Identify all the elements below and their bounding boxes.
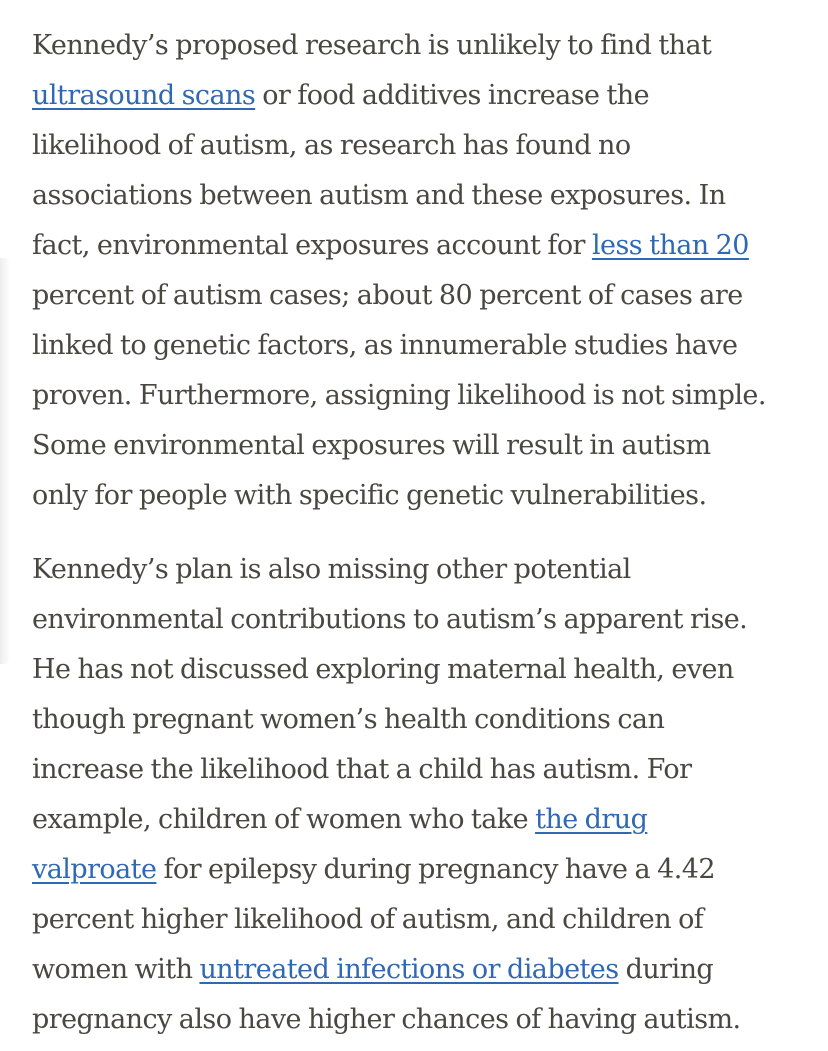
text-segment: women with — [32, 954, 200, 985]
text-segment: proven. Furthermore, assigning likelihood is not simple. — [32, 380, 766, 411]
article-body — [32, 21, 828, 1045]
link-untreated-infections-or-diabetes[interactable]: untreated infections or diabetes — [199, 954, 619, 985]
text-segment: Some environmental exposures will result in autism — [32, 430, 711, 461]
text-segment: example, children of women who take — [32, 804, 536, 835]
text-line — [32, 945, 828, 995]
text-segment: percent higher likelihood of autism, and children of — [32, 904, 704, 935]
text-segment: He has not discussed exploring maternal health, even — [32, 654, 734, 685]
text-segment: fact, environmental exposures account for — [32, 230, 592, 261]
text-segment: associations between autism and these exposures. In — [32, 180, 726, 211]
paragraph-1 — [32, 21, 828, 521]
text-segment: during — [618, 954, 714, 985]
text-segment: likelihood of autism, as research has found no — [32, 130, 631, 161]
text-line — [32, 371, 828, 421]
text-line — [32, 471, 828, 521]
text-segment: linked to genetic factors, as innumerable studies have — [32, 330, 738, 361]
text-line — [32, 271, 828, 321]
text-line — [32, 895, 828, 945]
link-the-drug-valproate-cont[interactable]: valproate — [32, 854, 157, 885]
text-segment: Kennedy’s plan is also missing other potential — [32, 554, 631, 585]
text-line — [32, 221, 828, 271]
text-segment: Kennedy’s proposed research is unlikely to find that — [32, 30, 712, 61]
text-segment: though pregnant women’s health conditions can — [32, 704, 665, 735]
text-segment: pregnancy also have higher chances of having autism. — [32, 1004, 741, 1035]
text-segment: only for people with specific genetic vulnerabilities. — [32, 480, 707, 511]
text-line — [32, 695, 828, 745]
link-ultrasound-scans[interactable]: ultrasound scans — [32, 80, 256, 111]
text-line — [32, 21, 828, 71]
text-line — [32, 845, 828, 895]
link-less-than-20[interactable]: less than 20 — [591, 230, 749, 261]
paragraph-2 — [32, 545, 828, 1045]
text-line — [32, 71, 828, 121]
text-segment: environmental contributions to autism’s apparent rise. — [32, 604, 748, 635]
text-line — [32, 121, 828, 171]
text-line — [32, 171, 828, 221]
text-line — [32, 545, 828, 595]
text-segment: for epilepsy during pregnancy have a 4.42 — [156, 854, 715, 885]
text-line — [32, 995, 828, 1045]
text-segment: increase the likelihood that a child has autism. For — [32, 754, 692, 785]
text-line — [32, 795, 828, 845]
text-line — [32, 421, 828, 471]
text-segment: percent of autism cases; about 80 percent of cases are — [32, 280, 743, 311]
text-line — [32, 595, 828, 645]
text-line — [32, 745, 828, 795]
text-line — [32, 321, 828, 371]
text-line — [32, 645, 828, 695]
text-segment: or food additives increase the — [255, 80, 650, 111]
link-the-drug-valproate[interactable]: the drug — [535, 804, 648, 835]
left-edge-shadow — [0, 258, 10, 664]
